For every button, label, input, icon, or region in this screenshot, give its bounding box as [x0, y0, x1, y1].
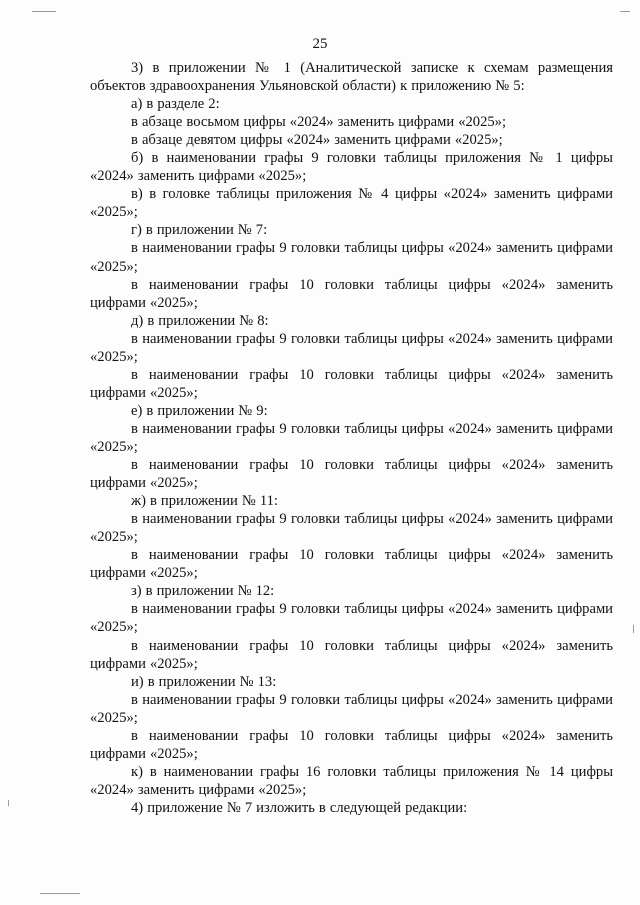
paragraph-d-column-9: в наименовании графы 9 головки таблицы цифры «2024» заменить цифрами «2025»; [90, 330, 613, 365]
paragraph-e-column-10: в наименовании графы 10 головки таблицы цифры «2024» заменить цифрами «2025»; [90, 457, 613, 492]
paragraph-subitem-z: з) в приложении № 12: [131, 583, 275, 600]
paragraph-subitem-d: д) в приложении № 8: [131, 312, 269, 329]
paragraph-subitem-k: к) в наименовании графы 16 головки таблицы приложения № 14 цифры «2024» заменить цифрами «2025»; [90, 763, 613, 798]
document-body [90, 59, 613, 817]
scan-artifact-left [8, 800, 9, 806]
paragraph-e-column-9: в наименовании графы 9 головки таблицы цифры «2024» заменить цифрами «2025»; [90, 420, 613, 455]
paragraph-i-column-10: в наименовании графы 10 головки таблицы цифры «2024» заменить цифрами «2025»; [90, 727, 613, 762]
scan-artifact-top-right [620, 11, 630, 12]
paragraph-item-4: 4) приложение № 7 изложить в следующей редакции: [131, 799, 468, 816]
paragraph-abzac-8: в абзаце восьмом цифры «2024» заменить цифрами «2025»; [131, 114, 507, 131]
paragraph-abzac-9: в абзаце девятом цифры «2024» заменить цифрами «2025»; [131, 132, 503, 149]
page-number: 25 [312, 36, 328, 52]
paragraph-subitem-e: е) в приложении № 9: [131, 402, 268, 419]
scan-artifact-top [32, 11, 56, 12]
paragraph-item-3: 3) в приложении № 1 (Аналитической записке к схемам размещения объектов здравоохранения Ульяновской области) к приложению № 5: [90, 60, 613, 95]
paragraph-subitem-v: в) в головке таблицы приложения № 4 цифры «2024» заменить цифрами «2025»; [90, 186, 613, 221]
paragraph-subitem-i: и) в приложении № 13: [131, 673, 277, 690]
scan-artifact-right [633, 625, 634, 633]
paragraph-z-column-9: в наименовании графы 9 головки таблицы цифры «2024» заменить цифрами «2025»; [90, 601, 613, 636]
paragraph-zh-column-10: в наименовании графы 10 головки таблицы цифры «2024» заменить цифрами «2025»; [90, 547, 613, 582]
paragraph-subitem-zh: ж) в приложении № 11: [131, 493, 278, 510]
paragraph-z-column-10: в наименовании графы 10 головки таблицы цифры «2024» заменить цифрами «2025»; [90, 637, 613, 672]
paragraph-g-column-9: в наименовании графы 9 головки таблицы цифры «2024» заменить цифрами «2025»; [90, 240, 613, 275]
paragraph-subitem-b: б) в наименовании графы 9 головки таблицы приложения № 1 цифры «2024» заменить цифрами «2025»; [90, 150, 613, 185]
paragraph-i-column-9: в наименовании графы 9 головки таблицы цифры «2024» заменить цифрами «2025»; [90, 691, 613, 726]
paragraph-d-column-10: в наименовании графы 10 головки таблицы цифры «2024» заменить цифрами «2025»; [90, 366, 613, 401]
paragraph-subitem-g: г) в приложении № 7: [131, 222, 268, 239]
scan-artifact-bottom [40, 893, 80, 894]
paragraph-zh-column-9: в наименовании графы 9 головки таблицы цифры «2024» заменить цифрами «2025»; [90, 511, 613, 546]
paragraph-subitem-a: а) в разделе 2: [131, 96, 220, 113]
paragraph-g-column-10: в наименовании графы 10 головки таблицы цифры «2024» заменить цифрами «2025»; [90, 276, 613, 311]
